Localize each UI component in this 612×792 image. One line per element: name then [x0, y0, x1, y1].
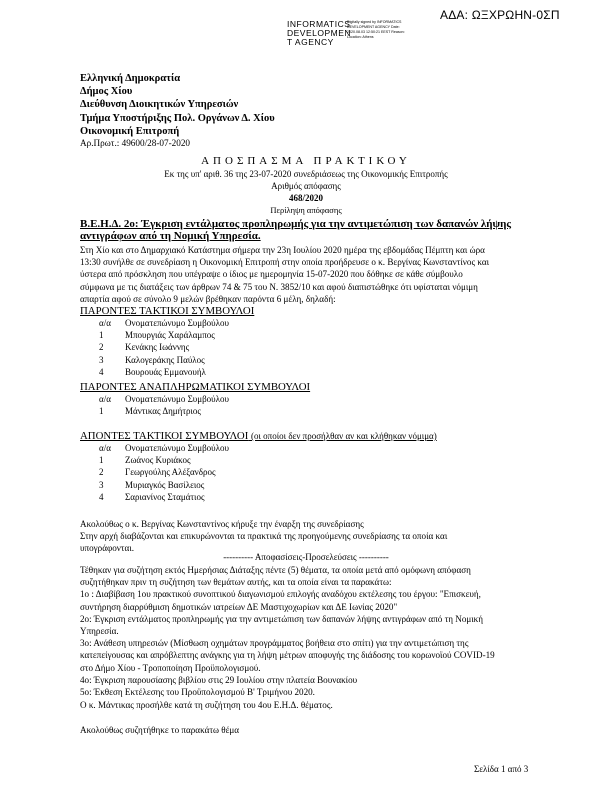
- member-name: Κενάκης Ιωάννης: [125, 342, 190, 353]
- decisions-line: Τέθηκαν για συζήτηση εκτός Ημερήσιας Διάταξης πέντε (5) θέματα, τα οποία μετά από ομόφωνη απόφαση: [80, 565, 471, 575]
- absent-heading-note: (οι οποίοι δεν προσήλθαν αν και κλήθηκαν νόμιμα): [251, 431, 437, 441]
- closing-line-2: Ακολούθως συζητήθηκε το παρακάτω θέμα: [80, 725, 240, 735]
- row-number: 3: [99, 354, 104, 365]
- opening-line: υπογράφονται.: [80, 543, 135, 554]
- stamp-line-1: INFORMATICS: [287, 19, 351, 29]
- table-row: [93, 479, 385, 491]
- opening-line: Ακολούθως ο κ. Βεργίνας Κωνσταντίνος κήρυξε την έναρξη της συνεδρίασης: [80, 519, 364, 529]
- row-number: 1: [99, 406, 104, 417]
- closing-line-1: Ο κ. Μάντικας προσήλθε κατά τη συζήτηση του 4ου Ε.Η.Δ. θέματος.: [80, 700, 333, 710]
- row-number: 1: [99, 455, 104, 466]
- intro-line: 13:30 συνήλθε σε συνεδρίαση η Οικονομική Επιτροπή στην οποία προήδρευσε ο κ. Βεργίνας Κωνσταντίνος και: [80, 257, 490, 268]
- page-footer: Σελίδα 1 από 3: [474, 764, 529, 774]
- decisions-line: στο Δήμο Χίου - Τροποποίηση Προϋπολογισμού.: [80, 662, 261, 673]
- header-line-2: Δήμος Χίου: [80, 86, 133, 98]
- decision-subject: Β.Ε.Η.Δ. 2ο: Έγκριση εντάλματος προπληρωμής για την αντιμετώπιση των δαπανών λήψης αντιγράφων από τη Νομική Υπηρεσία.: [80, 218, 511, 242]
- decisions-line: συντήρηση διαρρύθμιση δημοτικών ιατρείων ΔΕ Μαστιχοχωρίων και ΔΕ Ιωνίας 2020": [80, 601, 398, 612]
- present-table: [93, 317, 385, 378]
- member-name: Μάντικας Δημήτριος: [125, 406, 201, 417]
- absent-table: [93, 442, 385, 503]
- col-number: α/α: [99, 443, 111, 453]
- stamp-line-3: T AGENCY: [287, 37, 334, 47]
- decisions-heading: ---------- Αποφασίσεις-Προσελεύσεις ----------: [223, 552, 389, 562]
- header-line-3: Διεύθυνση Διοικητικών Υπηρεσιών: [80, 99, 239, 111]
- decisions-line: 4ο: Έγκριση παρουσίασης βιβλίου στις 29 Ιουλίου στην πλατεία Βουνακίου: [80, 674, 358, 685]
- intro-line: σύμφωνα με τις διατάξεις των άρθρων 74 & 75 του Ν. 3852/10 και αφού διαπιστώθηκε ότι υφίσταται νόμιμη: [80, 281, 478, 292]
- table-header: [93, 442, 385, 454]
- summary-label: Περίληψη απόφασης: [270, 205, 342, 215]
- member-name: Μυριαγκός Βασίλειος: [125, 479, 205, 490]
- member-name: Ζωάνος Κυριάκος: [125, 455, 191, 466]
- table-row: [93, 354, 385, 366]
- table-row: [93, 405, 385, 417]
- row-number: 4: [99, 366, 104, 377]
- table-row: [93, 491, 385, 503]
- header-line-4: Τμήμα Υποστήριξης Πολ. Οργάνων Δ. Χίου: [80, 112, 275, 124]
- intro-line: Στη Χίο και στο Δημαρχιακό Κατάστημα σήμερα την 23η Ιουλίου 2020 ημέρα της εβδομάδας Πέμπτη και ώρα: [80, 245, 485, 255]
- table-row: [93, 341, 385, 353]
- absent-heading-text: ΑΠΟΝΤΕΣ ΤΑΚΤΙΚΟΙ ΣΥΜΒΟΥΛΟΙ: [80, 430, 249, 442]
- decision-label: Αριθμός απόφασης: [271, 181, 341, 191]
- col-number: α/α: [99, 394, 111, 404]
- member-name: Γεωργούλης Αλέξανδρος: [125, 467, 216, 478]
- protocol-number: Αρ.Πρωτ.: 49600/28-07-2020: [80, 138, 191, 148]
- opening-paragraph: [80, 518, 538, 555]
- header-line-1: Ελληνική Δημοκρατία: [80, 73, 181, 84]
- row-number: 4: [99, 491, 104, 502]
- table-header: [93, 317, 385, 329]
- member-name: Καλογεράκης Παύλος: [125, 354, 205, 365]
- decisions-line: συζητήθηκαν πριν τη συζήτηση των θεμάτων αυτής, και τα οποία είναι τα παρακάτω:: [80, 577, 392, 588]
- col-name: Ονοματεπώνυμο Συμβούλου: [125, 443, 229, 453]
- absent-heading: [80, 430, 437, 442]
- alternates-table: [93, 393, 385, 417]
- member-name: Βουρουάς Εμμανουήλ: [125, 366, 206, 377]
- row-number: 2: [99, 342, 104, 353]
- alternates-heading: ΠΑΡΟΝΤΕΣ ΑΝΑΠΛΗΡΩΜΑΤΙΚΟΙ ΣΥΜΒΟΥΛΟΙ: [80, 381, 311, 393]
- table-row: [93, 329, 385, 341]
- row-number: 3: [99, 479, 104, 490]
- decisions-line: 1ο : Διαβίβαση 1ου πρακτικού συνοπτικού διαγωνισμού επιλογής αναδόχου εκτέλεσης του έργου: "Επισκευή,: [80, 589, 481, 600]
- meeting-line: Εκ της υπ' αριθ. 36 της 23-07-2020 συνεδριάσεως της Οικονομικής Επιτροπής: [164, 169, 448, 179]
- present-heading: ΠΑΡΟΝΤΕΣ ΤΑΚΤΙΚΟΙ ΣΥΜΒΟΥΛΟΙ: [80, 305, 255, 317]
- table-row: [93, 454, 385, 466]
- row-number: 1: [99, 330, 104, 341]
- col-number: α/α: [99, 318, 111, 328]
- header-line-5: Οικονομική Επιτροπή: [80, 125, 180, 137]
- signature-details: Digitally signed by INFORMATICS DEVELOPMENT AGENCY Date: 2020.08.03 12:50:21 EEST Reason: Location: Athens: [347, 20, 405, 39]
- decisions-line: 3ο: Ανάθεση υπηρεσιών (Μίσθωση οχημάτων προγράμματος βοήθεια στο σπίτι) για την αντιμετώπιση της: [80, 638, 469, 649]
- ada-code: ΑΔΑ: ΩΞΧΡΩΗΝ-0ΣΠ: [440, 8, 560, 22]
- stamp-line-2: DEVELOPMEN: [287, 28, 352, 38]
- table-row: [93, 366, 385, 378]
- decisions-line: Υπηρεσία.: [80, 626, 119, 637]
- col-name: Ονοματεπώνυμο Συμβούλου: [125, 394, 229, 404]
- intro-paragraph: [80, 244, 538, 305]
- decisions-line: 5ο: Έκθεση Εκτέλεσης του Προϋπολογισμού Β' Τριμήνου 2020.: [80, 687, 315, 698]
- document-header: [80, 72, 275, 138]
- row-number: 2: [99, 467, 104, 478]
- intro-line: απαρτία αφού σε σύνολο 9 μελών βρέθηκαν παρόντα 6 μέλη, δηλαδή:: [80, 293, 336, 304]
- decision-number: 468/2020: [288, 193, 323, 203]
- opening-line: Στην αρχή διαβάζονται και επικυρώνονται τα πρακτικά της προηγούμενης συνεδρίασης τα οποία και: [80, 531, 448, 542]
- decisions-paragraph: [80, 564, 538, 698]
- col-name: Ονοματεπώνυμο Συμβούλου: [125, 318, 229, 328]
- decisions-line: 2ο: Έγκριση εντάλματος προπληρωμής για την αντιμετώπιση των δαπανών λήψης αντιγράφων από τη Νομική: [80, 613, 484, 624]
- document-title: ΑΠΟΣΠΑΣΜΑ ΠΡΑΚΤΙΚΟΥ: [201, 155, 411, 167]
- member-name: Σαριανίνος Σταμάτιος: [125, 491, 205, 502]
- intro-line: ύστερα από πρόσκληση που υπέγραψε ο ίδιος με ημερομηνία 15-07-2020 που δόθηκε σε κάθε σύμβουλο: [80, 269, 463, 280]
- table-header: [93, 393, 385, 405]
- member-name: Μπουργιάς Χαράλαμπος: [125, 330, 215, 341]
- decisions-line: κατεπείγουσας και απρόβλεπτης ανάγκης για τη λήψη μέτρων αποφυγής της διάδοσης του κορωνοϊού COVID-19: [80, 650, 495, 661]
- table-row: [93, 466, 385, 478]
